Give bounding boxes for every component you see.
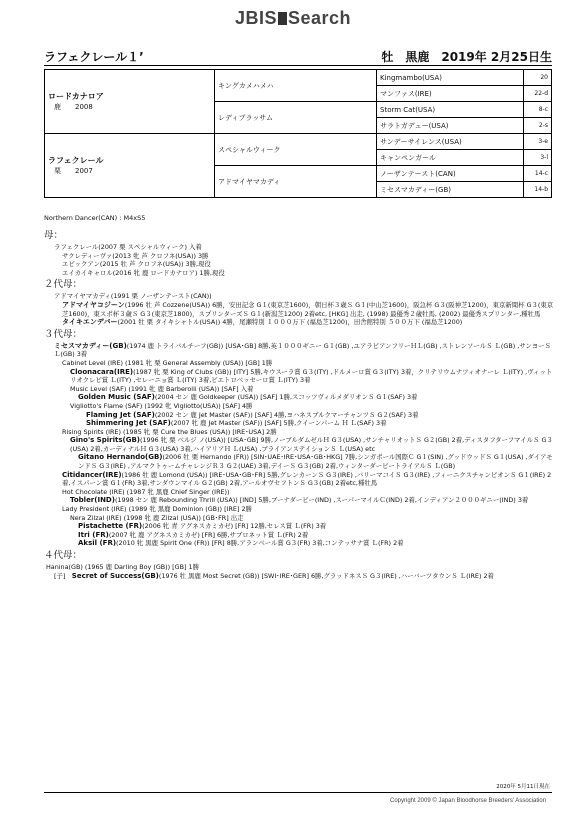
- pedigree-line: ラフェクレール(2007 栗 スペシャルウィーク) 入着: [54, 243, 202, 251]
- relative-name: Itri (FR): [78, 530, 109, 539]
- horse-info: 牡 黒鹿 2019年 2月25日生: [381, 50, 552, 64]
- notable-relative-line: [44, 522, 554, 531]
- pedigree-line: エイカイキャロル(2016 牝 鹿 ロードカナロア) 1勝,現役: [62, 268, 225, 277]
- notable-relative-line: [44, 496, 554, 505]
- section-heading: 母：: [44, 230, 64, 241]
- logo-book-icon: [278, 12, 287, 25]
- relative-name: Shimmering Jet (SAF): [86, 419, 171, 428]
- relative-record: (1974 鹿 トライバルチーフ(GB)) [USA･GB] 8勝,英１０００ギニー G１(GB) ,ユアラビアンフリーＨＬ(GB) ,ストレンソールＳ Ｌ(GB) ,サンヨーＳ Ｌ(GB) 3着: [54, 341, 551, 359]
- dam-name: ラフェクレール: [48, 155, 104, 165]
- pedigree-line: Lady President (IRE) (1989 牝 黒鹿 Dominion (GB)) [IRE] 2勝: [62, 505, 252, 514]
- family-8: 14-b: [524, 182, 552, 198]
- relative-record: (2006 牝 青 アグネスカミカゼ) [FR] 12勝,セレス賞 Ｌ(FR) 3着: [142, 522, 327, 531]
- sire-cell: [45, 70, 215, 134]
- relative-record: (2006 牡 栗 Hernando (FR)) [SIN･UAE･IRE･USA･GB･HKG] 7勝,シンガポール国際Ｃ G１(SIN) ,グッドウッドＳ G１(USA) ,ダイアモンドＳ G３(IRE) ,アルマクトゥームチャレンジＲ３ G２(UAE) 3着,デイーＳ G３(GB) 2着,ウィンターダービートライアルＳ Ｌ(GB): [78, 453, 553, 471]
- relative-record: (1987 牝 栗 King of Clubs (GB)) [ITY] 5勝,キウスーラ賞 G３(ITY) ,ドルメーロ賞 G３(ITY) 3着，クリテリウムナツィオナーレ Ｌ(ITY) ,ヴィットリオクレピ賞 Ｌ(ITY) ,セレーニョ賞 Ｌ(ITY) 3着,ビエトロベッセーロ賞 Ｌ(ITY) 3着: [70, 367, 553, 385]
- relative-name: Gino's Spirits(GB): [70, 436, 140, 445]
- family-6: 3-l: [524, 150, 552, 166]
- notable-relative-line: [44, 436, 554, 453]
- relative-record: (1996 牡 芦 Cozzene(USA)) 6勝，安田記念 G１(東京芝1600)，朝日杯３歳Ｓ G１(中山芝1600)，阪急杯 G３(阪神芝1200)，東京新聞杯 G３(東京芝1600)，東スポ杯３歳Ｓ G３(東京芝1800)，スプリンターズＳ G１(新潟芝1200) 2着etc, [HKG] 出走, (1998) 最優秀２歳牡馬, (2002) 最優秀スプリンター,種牡馬: [62, 300, 554, 318]
- notable-relative-line: [44, 318, 554, 327]
- family-2: 22-d: [524, 86, 552, 102]
- ggs-5: サンデーサイレンス(USA): [377, 134, 524, 150]
- footer-rule: [44, 792, 552, 793]
- notable-relative-line: [44, 419, 554, 428]
- relative-record: (2001 牡 栗 タイキシャトル(USA)) 4勝，尾瀬特別 １０００万下 (福島芝1200)，田舎館特別 ５００万下 (福島芝1200): [117, 318, 463, 327]
- copyright: Copyright 2009 © Japan Bloodhorse Breeders' Association: [390, 798, 546, 804]
- pedigree-table: [44, 69, 552, 198]
- relative-name: Gitano Hernando(GB): [78, 453, 163, 462]
- pedigree-line: Hot Chocolate (IRE) (1987 牝 黒鹿 Chief Singer (IRE)): [62, 487, 230, 496]
- relative-record: (1998 セン 鹿 Rebounding Thrill (USA)) [IND] 5勝,ブーナダービー(IND) ,スーパーマイルＣ(IND) 2着,インディアン２０００ギニー(IND) 3着: [114, 496, 529, 505]
- pedigree-line: Rising Spirits (IRE) (1985 牝 栗 Cure the Blues (USA)) [IRE･USA] 2勝: [62, 427, 277, 436]
- pedigree-line: Hanina(GB) (1965 鹿 Darling Boy (GB)) [GB] 1勝: [46, 563, 199, 571]
- relative-name: タイキエンデバー: [62, 318, 118, 327]
- grandsire-2: レディブラッサム: [215, 102, 377, 134]
- ggs-2: マンファス(IRE): [377, 86, 524, 102]
- family-lines: [44, 228, 554, 580]
- grandsire-3: スペシャルウィーク: [215, 134, 377, 166]
- notable-relative-line: [44, 572, 554, 581]
- relative-name: Aksil (FR): [78, 539, 117, 548]
- relative-name: Secret of Success(GB): [71, 571, 159, 580]
- ggs-3: Storm Cat(USA): [377, 102, 524, 118]
- notable-relative-line: [44, 411, 554, 420]
- ggs-8: ミセスマカディー(GB): [377, 182, 524, 198]
- grandsire-4: アドマイヤマカディ: [215, 166, 377, 198]
- relation-prefix: [子]: [54, 571, 72, 580]
- section-heading: ４代母：: [44, 550, 83, 561]
- relative-name: Pistachette (FR): [78, 522, 143, 531]
- logo-text-jbis: JBIS: [234, 8, 277, 28]
- ggs-4: サラトガデュー(USA): [377, 118, 524, 134]
- family-3: 8-c: [524, 102, 552, 118]
- as-of-date: 2020年 5月11日現在: [496, 784, 550, 790]
- notable-relative-line: [44, 393, 554, 402]
- horse-header: [44, 48, 552, 64]
- relative-record: (1976 牡 黒鹿 Most Secret (GB)) [SWI･IRE･GER] 6勝,グラッドネスＳ G３(IRE) ,ハーバーツタウンＳ Ｌ(IRE) 2着: [158, 571, 494, 580]
- dam-info: 栗 2007: [54, 166, 93, 175]
- relative-record: (2010 牝 黒鹿 Spirit One (FR)) [FR] 8勝,アランベール賞 G３(FR) 3着,コンテッサナ賞 Ｌ(FR) 2着: [116, 539, 404, 548]
- notable-relative-line: [44, 301, 554, 318]
- relative-record: (2004 セン 鹿 Goldkeeper (USA)) [SAF] 1勝,スコッツヴィルメダリオンＳ G１(SAF) 3着: [154, 393, 418, 402]
- relative-name: Tobler(IND): [70, 496, 115, 505]
- relative-name: Citidancer(IRE): [62, 470, 122, 479]
- ggs-7: ノーザンテースト(CAN): [377, 166, 524, 182]
- dam-cell: [45, 134, 215, 198]
- relative-name: Cloonacara(IRE): [70, 367, 134, 376]
- section-heading: ２代母：: [44, 279, 83, 291]
- relative-record: (1986 牡 鹿 Lomond (USA)) [IRE･USA･GB･FR] 5勝,グレンカーンＳ G３(IRE) ,バリーマコイＳ G３(IRE) ,フィーニクスチャンピオンＳ G１(IRE) 2着,イスパーン賞 G１(FR) 3着,サンダウンマイル G２(GB) 2着,アールオヴセフトンＳ G３(GB) 2着etc,種牡馬: [62, 470, 552, 488]
- grandsire-1: キングカメハメハ: [215, 70, 377, 102]
- pedigree-line: エピックアン(2015 牡 芦 クロフネ(USA)) 3勝,現役: [62, 260, 211, 269]
- notable-relative-line: [44, 342, 554, 359]
- relative-name: アドマイヤコジーン: [62, 300, 125, 309]
- pedigree-line: Cabinet Level (IRE) (1981 牝 栗 General Assembly (USA)) [GB] 1勝: [62, 358, 273, 367]
- notable-relative-line: [44, 368, 554, 385]
- relative-name: Flaming Jet (SAF): [86, 410, 155, 419]
- family-5: 3-e: [524, 134, 552, 150]
- pedigree-line: Vigliotto's Flame (SAF) (1992 牝 Vigliotto(USA)) [SAF] 4勝: [70, 401, 253, 410]
- section-heading: ３代母：: [44, 328, 83, 340]
- relative-record: (2002 セン 鹿 Jet Master (SAF)) [SAF] 4勝,ヨハネスブルクマーチャンツＳ G２(SAF) 3着: [154, 410, 419, 419]
- logo-text-search: Search: [287, 8, 352, 28]
- jbis-search-logo[interactable]: [0, 8, 586, 29]
- family-1: 20: [524, 70, 552, 86]
- header-rule: [44, 65, 552, 66]
- horse-name: ラフェクレール１’: [44, 50, 144, 64]
- pedigree-line: サクレディーヴァ(2013 牝 芦 クロフネ(USA)) 3勝: [62, 251, 209, 260]
- inbreed-note: Northern Dancer(CAN) : M4xS5: [44, 214, 146, 222]
- notable-relative-line: [44, 453, 554, 470]
- notable-relative-line: [44, 539, 554, 548]
- family-4: 2-s: [524, 118, 552, 134]
- sire-info: 鹿 2008: [54, 102, 93, 111]
- family-7: 14-c: [524, 166, 552, 182]
- pedigree-line: アドマイヤマカディ(1991 栗 ノーザンテースト(CAN)): [54, 292, 212, 301]
- notable-relative-line: [44, 471, 554, 488]
- ggs-1: Kingmambo(USA): [377, 70, 524, 86]
- sire-name: ロードカナロア: [48, 91, 104, 101]
- relative-name: Golden Music (SAF): [78, 393, 155, 402]
- ggs-6: キャンペンガール: [377, 150, 524, 166]
- pedigree-line: Music Level (SAF) (1991 牝 鹿 Barberolli (USA)) [SAF] 入着: [70, 384, 254, 393]
- relative-record: (1996 牝 栗 ベルジ ノ(USA)) [USA･GB] 9勝,ノーブルダムゼルＨ G３(USA) ,サンチャリオットＳ G２(GB) 2着,ディスタフターフマイルＳ G３(USA) 2着,カーディナルＨ G３(USA) 3着,ハイアリアＨ Ｌ(USA) ,ブライアンステイションＳ Ｌ(USA) etc: [70, 436, 553, 453]
- relative-record: (2007 牝 鹿 Jet Master (SAF)) [SAF] 5勝,クイーンパーム Ｈ Ｌ(SAF) 3着: [170, 419, 387, 428]
- relative-name: ミセスマカディー(GB): [54, 341, 127, 350]
- pedigree-line: Nera Zilzal (IRE) (1998 牝 鹿 Zilzal (USA)) [GB･FR] 出走: [70, 513, 244, 522]
- relative-record: (2007 牝 鹿 アグネスカミカゼ) [FR] 6勝,サブロネット賞 Ｌ(FR) 2着: [108, 530, 309, 539]
